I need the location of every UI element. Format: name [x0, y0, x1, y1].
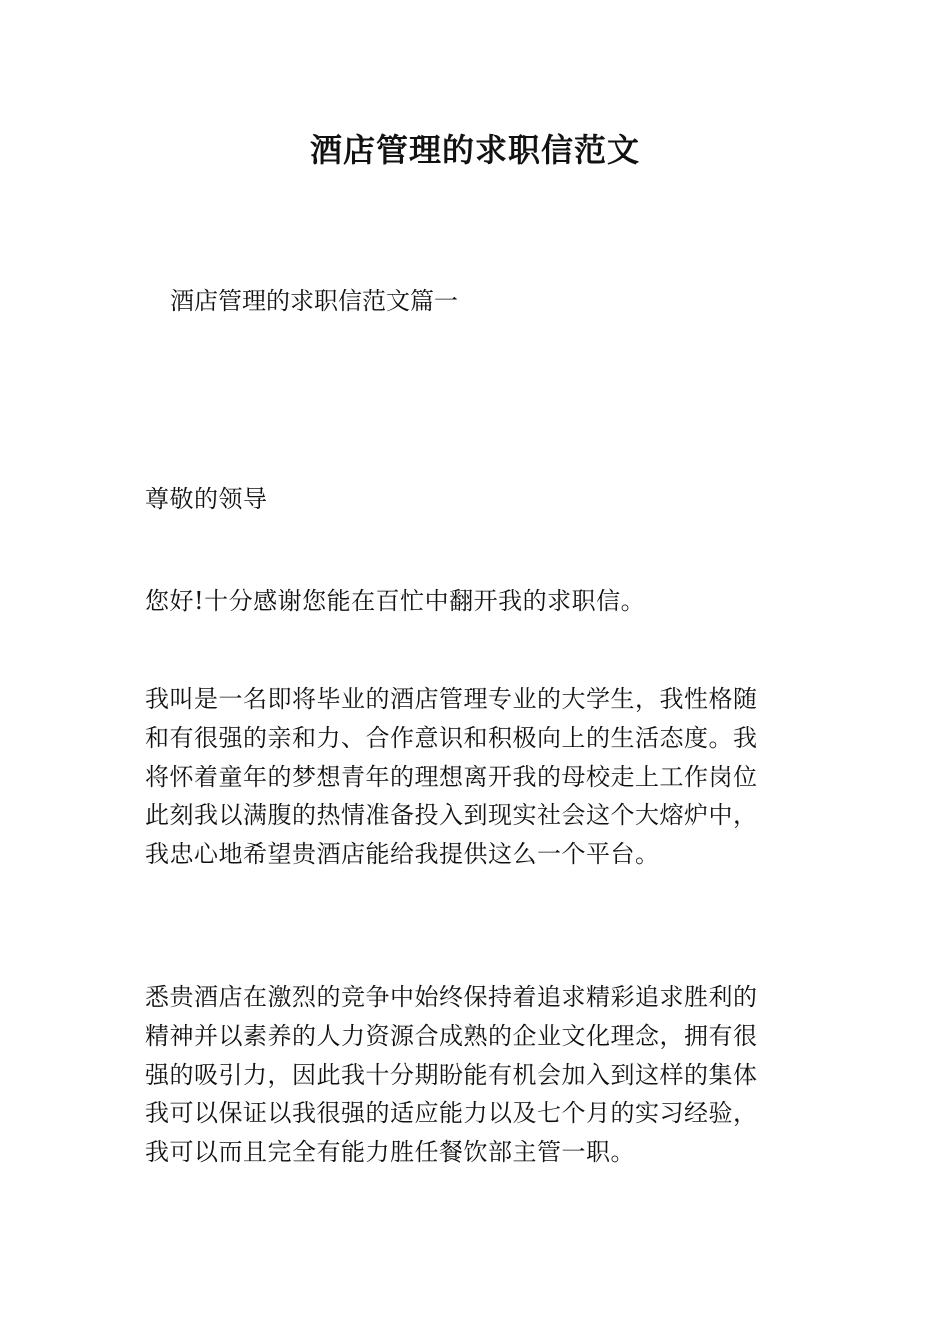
intro-paragraph: [145, 680, 810, 874]
paragraph-line: 此刻我以满腹的热情准备投入到现实社会这个大熔炉中，: [145, 801, 758, 830]
paragraph-line: 精神并以素养的人力资源合成熟的企业文化理念，拥有很: [145, 1021, 758, 1050]
paragraph-line: 悉贵酒店在激烈的竞争中始终保持着追求精彩追求胜利的: [145, 983, 758, 1011]
paragraph-line: 我叫是一名即将毕业的酒店管理专业的大学生，我性格随: [145, 685, 758, 713]
hello-line: 您好!十分感谢您能在百忙中翻开我的求职信。: [145, 587, 646, 615]
document-subtitle: 酒店管理的求职信范文篇一: [170, 287, 458, 315]
paragraph-line: 我可以而且完全有能力胜任餐饮部主管一职。: [145, 1138, 635, 1167]
hello-paragraph: [145, 582, 810, 621]
paragraph-line: 我可以保证以我很强的适应能力以及七个月的实习经验，: [145, 1099, 758, 1128]
paragraph-line: 和有很强的亲和力、合作意识和积极向上的生活态度。我: [145, 723, 758, 752]
document-title: 酒店管理的求职信范文: [309, 131, 640, 169]
paragraph-line: 强的吸引力，因此我十分期盼能有机会加入到这样的集体: [145, 1060, 758, 1089]
greeting-line: 尊敬的领导: [145, 485, 268, 513]
company-paragraph: [145, 978, 810, 1172]
paragraph-line: 将怀着童年的梦想青年的理想离开我的母校走上工作岗位: [145, 762, 758, 791]
paragraph-line: 我忠心地希望贵酒店能给我提供这么一个平台。: [145, 840, 660, 869]
greeting-paragraph: [145, 480, 810, 519]
